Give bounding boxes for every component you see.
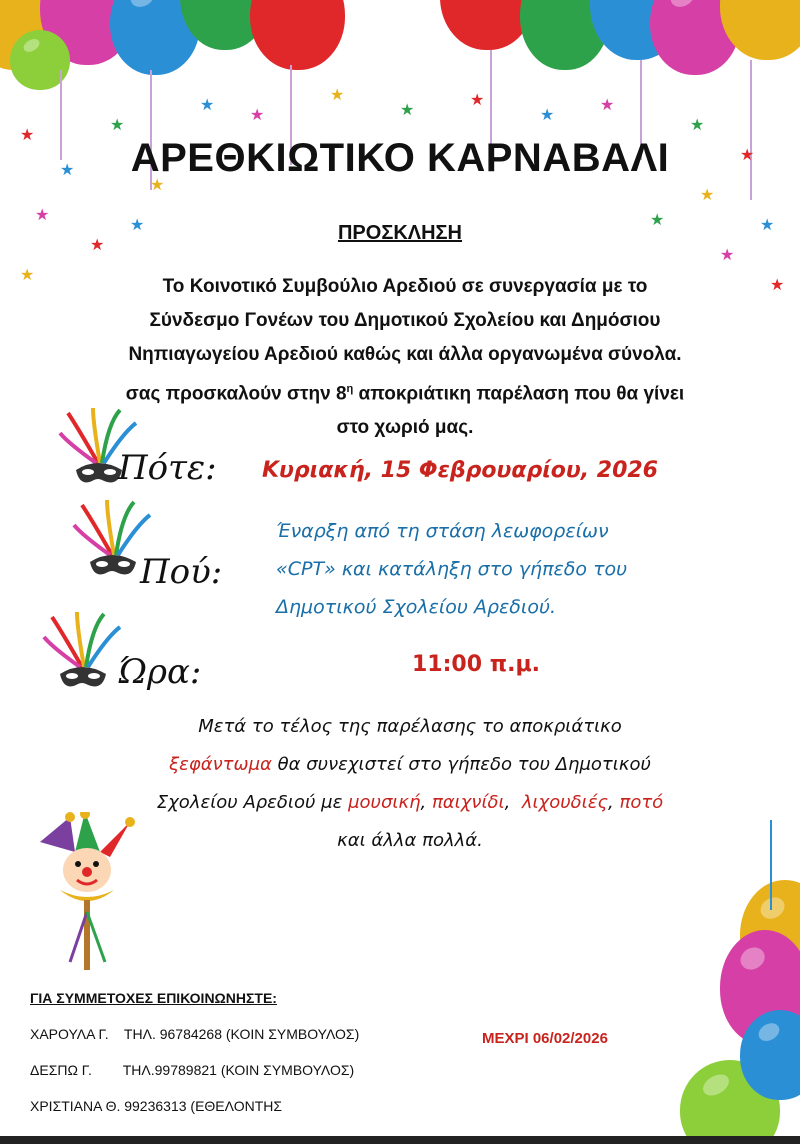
svg-text:★: ★ <box>600 95 615 114</box>
svg-text:★: ★ <box>760 215 775 234</box>
intro-line: Νηπιαγωγείου Αρεδιού καθώς και άλλα οργανωμένα σύνολα. <box>128 344 682 365</box>
svg-text:★: ★ <box>110 115 125 134</box>
event-title: ΑΡΕΘΚΙΩΤΙΚΟ ΚΑΡΝΑΒΑΛΙ <box>130 136 670 180</box>
after-parade-text: Μετά το τέλος της παρέλασης το αποκριάτικο ξεφάντωμα θα συνεχιστεί στο γήπεδο του Δημοτικού Σχολείου Αρεδιού με μουσική, παιχνίδι, λιχουδιές, ποτό και άλλα πολλά. <box>156 716 664 851</box>
highlight-word: ξεφάντωμα <box>169 754 272 775</box>
svg-text:★: ★ <box>400 100 415 119</box>
intro-line: Το Κοινοτικό Συμβούλιο Αρεδιού σε συνεργασία με το <box>162 276 648 297</box>
intro-line: Σύνδεσμο Γονέων του Δημοτικού Σχολείου και Δημόσιου <box>149 310 661 331</box>
svg-text:★: ★ <box>60 160 75 179</box>
highlight-word: λιχουδιές <box>521 792 609 813</box>
where-value: Έναρξη από τη στάση λεωφορείων «CPT» και κατάληξη στο γήπεδο του Δημοτικού Σχολείου Αρεδιού. <box>276 520 628 618</box>
where-label: Πού: <box>140 552 223 592</box>
svg-text:★: ★ <box>200 95 215 114</box>
svg-text:★: ★ <box>540 105 555 124</box>
jester-puppet-icon <box>30 812 140 972</box>
highlight-word: παιχνίδι <box>431 792 505 813</box>
invitation-intro <box>60 270 750 445</box>
highlight-word: μουσική <box>348 792 421 813</box>
svg-text:★: ★ <box>770 275 785 294</box>
when-value: Κυριακή, 15 Φεβρουαρίου, 2026 <box>262 458 658 483</box>
svg-text:★: ★ <box>130 215 145 234</box>
time-label: Ώρα: <box>118 652 202 692</box>
when-label: Πότε: <box>118 448 217 488</box>
contacts-heading: ΓΙΑ ΣΥΜΜΕΤΟΧΕΣ ΕΠΙΚΟΙΝΩΝΗΣΤΕ: <box>30 990 277 1006</box>
svg-text:★: ★ <box>470 90 485 109</box>
contact-line: ΧΑΡΟΥΛΑ Γ. ΤΗΛ. 96784268 (ΚΟΙΝ ΣΥΜΒΟΥΛΟΣ) <box>30 1026 360 1042</box>
svg-text:★: ★ <box>20 265 35 284</box>
svg-text:★: ★ <box>90 235 105 254</box>
svg-text:★: ★ <box>720 245 735 264</box>
svg-text:★: ★ <box>690 115 705 134</box>
intro-line: σας προσκαλούν στην $8^\eta$ αποκριάτικη παρέλαση που θα γίνει <box>125 383 685 405</box>
highlight-word: ποτό <box>619 792 664 813</box>
invitation-heading: ΠΡΟΣΚΛΗΣΗ <box>337 222 462 244</box>
svg-text:★: ★ <box>740 145 755 164</box>
svg-text:★: ★ <box>700 185 715 204</box>
svg-text:★: ★ <box>330 85 345 104</box>
time-value: 11:00 π.μ. <box>412 652 540 677</box>
contact-line: ΔΕΣΠΩ Γ. ΤΗΛ.99789821 (ΚΟΙΝ ΣΥΜΒΟΥΛΟΣ) <box>30 1062 355 1078</box>
intro-line: στο χωριό μας. <box>336 417 474 439</box>
carnival-mask-icon <box>42 612 122 702</box>
deadline-text: ΜΕΧΡΙ 06/02/2026 <box>482 1030 608 1047</box>
svg-text:★: ★ <box>650 210 665 229</box>
svg-text:★: ★ <box>20 125 35 144</box>
contact-line: ΧΡΙΣΤΙΑΝΑ Θ. 99236313 (ΕΘΕΛΟΝΤΗΣ <box>30 1098 283 1114</box>
svg-text:★: ★ <box>35 205 50 224</box>
svg-text:★: ★ <box>250 105 265 124</box>
svg-text:★: ★ <box>150 175 165 194</box>
page-bottom-edge <box>0 1136 800 1144</box>
